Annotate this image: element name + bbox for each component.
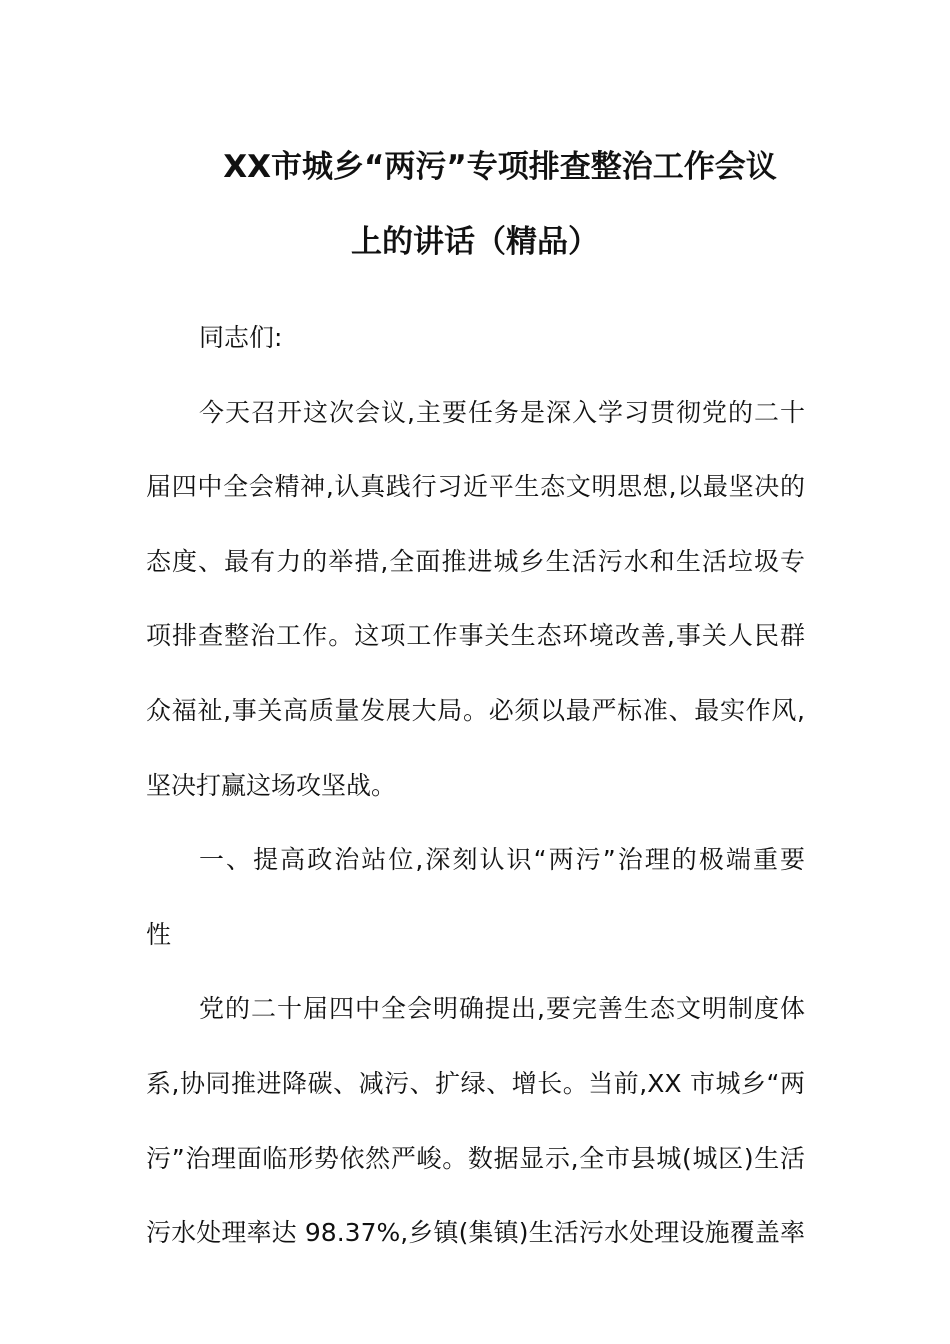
document-body [146, 301, 805, 1271]
document-title [0, 130, 950, 280]
section-heading-1 [146, 823, 805, 972]
greeting: 同志们: [199, 323, 283, 352]
title-line-1: XX市城乡“两污”专项排查整治工作会议 [223, 149, 777, 185]
text-line: 届四中全会精神,认真践行习近平生态文明思想,以最坚决的 [146, 472, 805, 502]
text-line: 污”治理面临形势依然严峻。数据显示,全市县城(城区)生活 [146, 1143, 805, 1173]
text-line: 污水处理率达 98.37%,乡镇(集镇)生活污水处理设施覆盖率 [146, 1218, 805, 1248]
text-line: 性 [146, 919, 172, 949]
text-line: 党的二十届四中全会明确提出,要完善生态文明制度体 [199, 994, 805, 1024]
text-line: 今天召开这次会议,主要任务是深入学习贯彻党的二十 [199, 397, 805, 427]
text-line: 系,协同推进降碳、减污、扩绿、增长。当前,XX 市城乡“两 [146, 1068, 805, 1098]
text-line: 项排查整治工作。这项工作事关生态环境改善,事关人民群 [146, 621, 805, 651]
text-line: 一、提高政治站位,深刻认识“两污”治理的极端重要 [199, 845, 805, 875]
text-line: 态度、最有力的举措,全面推进城乡生活污水和生活垃圾专 [146, 546, 805, 576]
paragraph-section-1 [146, 972, 805, 1270]
title-line-2: 上的讲话（精品） [351, 224, 599, 260]
text-line: 众福祉,事关高质量发展大局。必须以最严标准、最实作风, [146, 695, 805, 725]
text-line: 坚决打赢这场攻坚战。 [146, 770, 397, 800]
paragraph-intro [146, 376, 805, 824]
